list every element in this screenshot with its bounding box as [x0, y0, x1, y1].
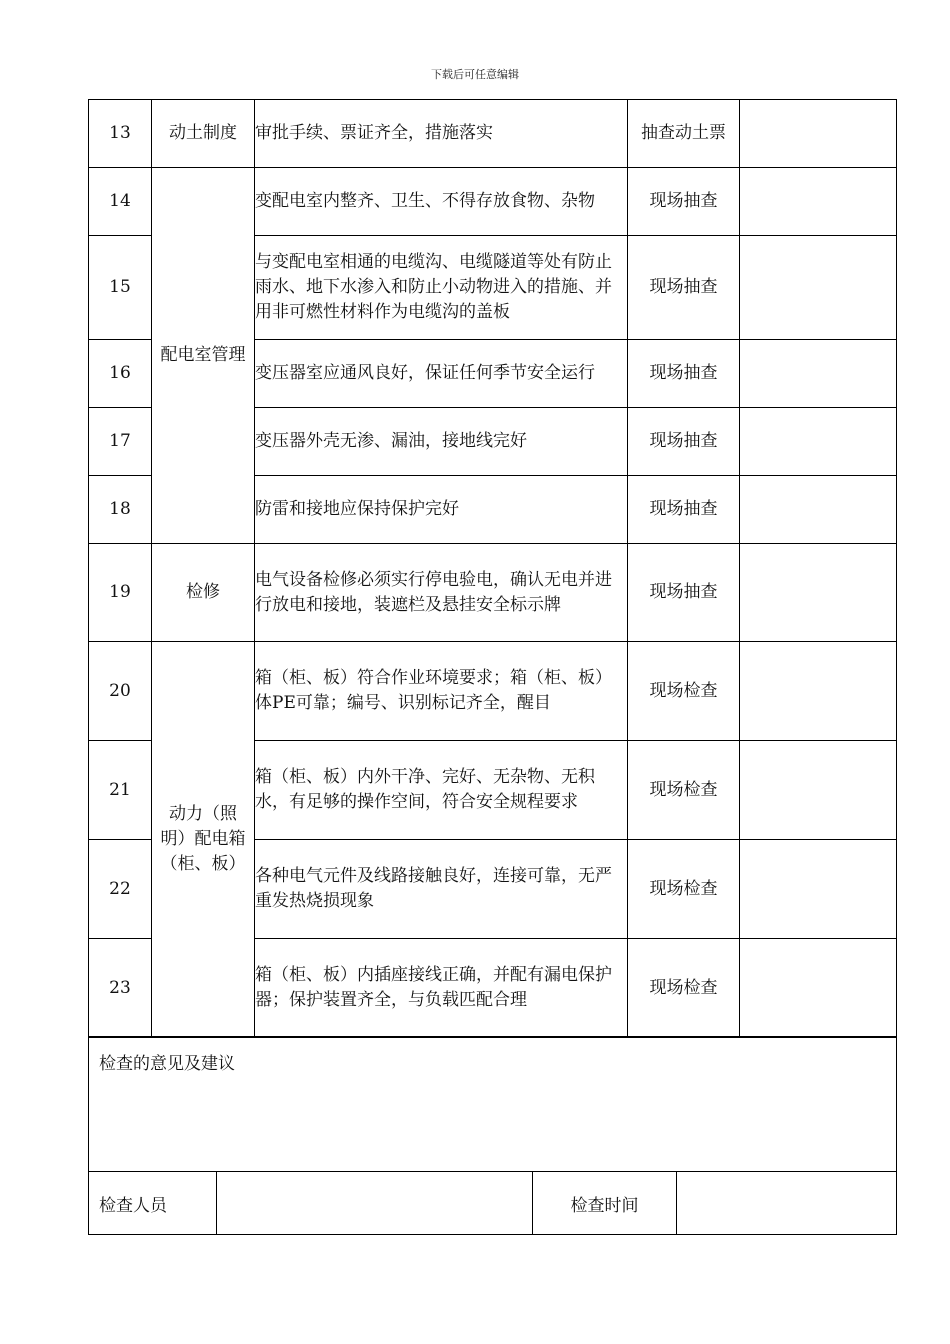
table-row — [89, 544, 897, 642]
check-content: 箱（柜、板）符合作业环境要求；箱（柜、板）体PE可靠；编号、识别标记齐全，醒目 — [255, 642, 628, 741]
check-method: 现场检查 — [628, 840, 740, 939]
row-number: 15 — [89, 236, 152, 340]
row-number: 18 — [89, 476, 152, 544]
result-cell[interactable] — [740, 642, 897, 741]
category-cell: 动力（照明）配电箱（柜、板） — [152, 642, 255, 1038]
inspector-field[interactable] — [217, 1172, 533, 1235]
result-cell[interactable] — [740, 544, 897, 642]
check-method: 现场检查 — [628, 642, 740, 741]
check-content: 箱（柜、板）内外干净、完好、无杂物、无积水，有足够的操作空间，符合安全规程要求 — [255, 741, 628, 840]
page-header: 下载后可任意编辑 — [431, 68, 519, 81]
check-method: 现场抽查 — [628, 544, 740, 642]
row-number: 13 — [89, 100, 152, 168]
check-method: 现场抽查 — [628, 476, 740, 544]
category-cell: 动土制度 — [152, 100, 255, 168]
opinion-label: 检查的意见及建议 — [99, 1054, 235, 1074]
check-method: 现场抽查 — [628, 168, 740, 236]
result-cell[interactable] — [740, 741, 897, 840]
row-number: 21 — [89, 741, 152, 840]
row-number: 14 — [89, 168, 152, 236]
inspection-table — [88, 99, 897, 1038]
footer-table — [88, 1036, 897, 1235]
check-content: 变压器室应通风良好，保证任何季节安全运行 — [255, 340, 628, 408]
result-cell[interactable] — [740, 340, 897, 408]
result-cell[interactable] — [740, 100, 897, 168]
inspector-label: 检查人员 — [89, 1172, 217, 1235]
check-method: 现场检查 — [628, 939, 740, 1038]
result-cell[interactable] — [740, 476, 897, 544]
result-cell[interactable] — [740, 840, 897, 939]
check-content: 变配电室内整齐、卫生、不得存放食物、杂物 — [255, 168, 628, 236]
row-number: 16 — [89, 340, 152, 408]
result-cell[interactable] — [740, 939, 897, 1038]
check-content: 变压器外壳无渗、漏油，接地线完好 — [255, 408, 628, 476]
table-row — [89, 168, 897, 236]
check-content: 各种电气元件及线路接触良好，连接可靠，无严重发热烧损现象 — [255, 840, 628, 939]
check-content: 防雷和接地应保持保护完好 — [255, 476, 628, 544]
table-row — [89, 642, 897, 741]
result-cell[interactable] — [740, 408, 897, 476]
category-cell: 配电室管理 — [152, 168, 255, 544]
check-method: 现场抽查 — [628, 408, 740, 476]
row-number: 22 — [89, 840, 152, 939]
category-cell: 检修 — [152, 544, 255, 642]
check-method: 现场检查 — [628, 741, 740, 840]
check-method: 现场抽查 — [628, 340, 740, 408]
row-number: 17 — [89, 408, 152, 476]
row-number: 20 — [89, 642, 152, 741]
row-number: 19 — [89, 544, 152, 642]
check-content: 电气设备检修必须实行停电验电，确认无电并进行放电和接地，装遮栏及悬挂安全标示牌 — [255, 544, 628, 642]
time-field[interactable] — [677, 1172, 897, 1235]
check-content: 审批手续、票证齐全，措施落实 — [255, 100, 628, 168]
check-content: 箱（柜、板）内插座接线正确，并配有漏电保护器；保护装置齐全，与负载匹配合理 — [255, 939, 628, 1038]
result-cell[interactable] — [740, 168, 897, 236]
check-content: 与变配电室相通的电缆沟、电缆隧道等处有防止雨水、地下水渗入和防止小动物进入的措施、并用非可燃性材料作为电缆沟的盖板 — [255, 236, 628, 340]
table-row — [89, 100, 897, 168]
check-method: 现场抽查 — [628, 236, 740, 340]
time-label: 检查时间 — [533, 1172, 677, 1235]
opinion-field[interactable] — [89, 1037, 897, 1172]
result-cell[interactable] — [740, 236, 897, 340]
check-method: 抽查动土票 — [628, 100, 740, 168]
row-number: 23 — [89, 939, 152, 1038]
